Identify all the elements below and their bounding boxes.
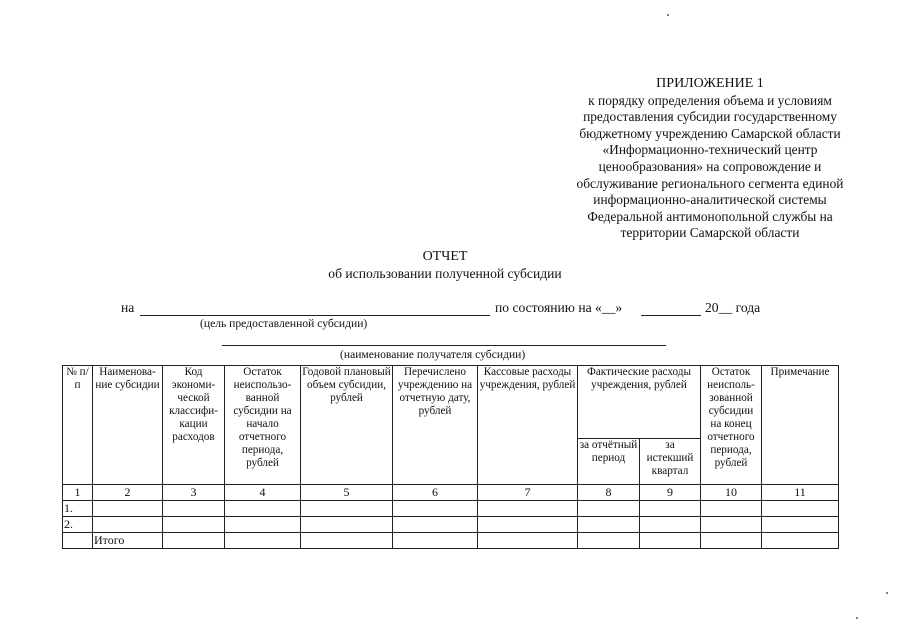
header-annual-plan: Годовой плановый объем субсидии, рублей — [301, 366, 393, 485]
row-number: 1. — [63, 501, 93, 517]
annex-line: Федеральной антимонопольной службы на — [587, 208, 833, 224]
header-cash-expenses: Кассовые расходы учреждения, рублей — [478, 366, 578, 485]
table-cell[interactable] — [478, 517, 578, 533]
table-cell[interactable] — [478, 501, 578, 517]
table-cell[interactable] — [762, 501, 839, 517]
as-of-label: по состоянию на «__» — [495, 300, 623, 315]
annex-block — [540, 76, 880, 242]
header-balance-end: Остаток неисполь-зованной субсидии на конец отчетного периода, рублей — [701, 366, 762, 485]
annex-title: ПРИЛОЖЕНИЕ 1 — [656, 76, 764, 91]
table-cell[interactable] — [578, 517, 640, 533]
column-number: 11 — [762, 485, 839, 501]
column-number: 4 — [225, 485, 301, 501]
annex-line: территории Самарской области — [620, 225, 800, 241]
table-cell[interactable] — [301, 501, 393, 517]
month-field[interactable] — [641, 315, 701, 316]
header-balance-start: Остаток неиспользо-ванной субсидии на начало отчетного периода, рублей — [225, 366, 301, 485]
table-row — [63, 517, 839, 533]
table-cell[interactable] — [301, 517, 393, 533]
table-cell[interactable] — [225, 501, 301, 517]
annex-line: информационно-аналитической системы — [593, 192, 827, 208]
header-code: Код экономи-ческой классифи-кации расходов — [163, 366, 225, 485]
recipient-caption: (наименование получателя субсидии) — [340, 348, 526, 361]
recipient-field[interactable] — [222, 345, 666, 346]
column-number: 3 — [163, 485, 225, 501]
table-cell[interactable] — [393, 501, 478, 517]
table-cell[interactable] — [640, 517, 701, 533]
purpose-caption: (цель предоставленной субсидии) — [200, 317, 368, 330]
row-number: 2. — [63, 517, 93, 533]
header-note: Примечание — [762, 366, 839, 485]
annex-line: предоставления субсидии государственному — [583, 109, 837, 125]
column-number: 10 — [701, 485, 762, 501]
table-cell[interactable] — [762, 517, 839, 533]
table-cell[interactable] — [225, 533, 301, 549]
total-label: Итого — [93, 533, 163, 549]
purpose-field[interactable] — [140, 315, 490, 316]
scan-speck — [667, 14, 669, 16]
header-subsidy-name: Наименова-ние субсидии — [93, 366, 163, 485]
table-cell[interactable] — [163, 533, 225, 549]
report-table — [62, 365, 839, 549]
header-past-quarter: за истекший квартал — [640, 439, 701, 485]
scan-speck — [886, 592, 888, 594]
table-cell[interactable] — [701, 501, 762, 517]
column-number: 2 — [93, 485, 163, 501]
table-cell[interactable] — [701, 533, 762, 549]
table-cell[interactable] — [640, 501, 701, 517]
annex-line: «Информационно-технический центр — [602, 142, 818, 158]
header-num: № п/п — [63, 366, 93, 485]
scan-speck — [856, 617, 858, 619]
annex-line: к порядку определения объема и условиям — [588, 92, 832, 108]
table-cell[interactable] — [225, 517, 301, 533]
table-cell[interactable] — [578, 533, 640, 549]
annex-line: ценообразования» на сопровождение и — [598, 158, 822, 174]
header-transferred: Перечислено учреждению на отчетную дату, рублей — [393, 366, 478, 485]
report-title: ОТЧЕТ — [422, 249, 468, 264]
column-number: 6 — [393, 485, 478, 501]
column-number: 7 — [478, 485, 578, 501]
column-number: 8 — [578, 485, 640, 501]
total-row — [63, 533, 839, 549]
column-number: 1 — [63, 485, 93, 501]
header-reporting-period: за отчётный период — [578, 439, 640, 485]
table-cell[interactable] — [393, 533, 478, 549]
header-actual-expenses: Фактические расходы учреждения, рублей — [578, 366, 701, 439]
table-cell[interactable] — [301, 533, 393, 549]
column-number: 9 — [640, 485, 701, 501]
table-cell[interactable] — [701, 517, 762, 533]
on-label: на — [121, 300, 135, 315]
table-cell[interactable] — [163, 501, 225, 517]
table-cell[interactable] — [93, 517, 163, 533]
table-cell[interactable] — [393, 517, 478, 533]
table-cell[interactable] — [578, 501, 640, 517]
header-row — [63, 366, 839, 439]
annex-line: обслуживание регионального сегмента единой — [576, 175, 844, 191]
table-cell[interactable] — [762, 533, 839, 549]
table-row — [63, 501, 839, 517]
table-cell[interactable] — [163, 517, 225, 533]
table-cell[interactable] — [640, 533, 701, 549]
column-number-row — [63, 485, 839, 501]
table-cell — [63, 533, 93, 549]
annex-line: бюджетному учреждению Самарской области — [579, 125, 841, 141]
report-subtitle: об использовании полученной субсидии — [328, 266, 562, 281]
year-label: 20__ года — [705, 300, 761, 315]
table-cell[interactable] — [93, 501, 163, 517]
table-cell[interactable] — [478, 533, 578, 549]
column-number: 5 — [301, 485, 393, 501]
